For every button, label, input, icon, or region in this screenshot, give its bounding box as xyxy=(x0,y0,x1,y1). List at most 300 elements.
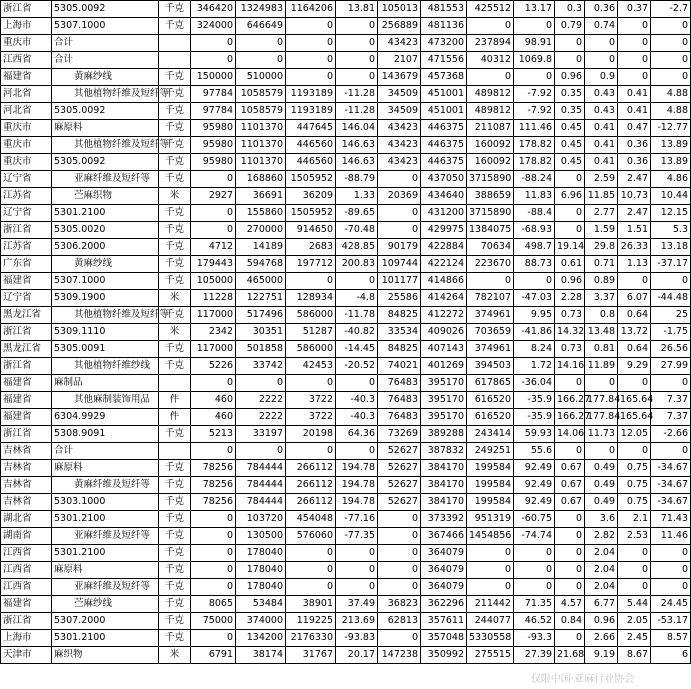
cell-price-cumulative[interactable]: 0 xyxy=(585,35,618,52)
cell-province[interactable]: 重庆市 xyxy=(1,154,52,171)
cell-price-cumulative[interactable]: 2.59 xyxy=(585,171,618,188)
cell-value-change[interactable]: 0 xyxy=(514,18,555,35)
cell-value-month[interactable]: 76483 xyxy=(378,375,421,392)
cell-value-change[interactable]: 92.49 xyxy=(514,494,555,511)
cell-qty-change[interactable]: -14.45 xyxy=(336,341,378,358)
cell-qty-cumulative[interactable]: 784444 xyxy=(236,460,286,477)
cell-price-month[interactable]: 0.73 xyxy=(555,341,585,358)
cell-price-last-year[interactable]: 0.75 xyxy=(618,460,651,477)
cell-unit[interactable]: 千克 xyxy=(159,341,191,358)
cell-value-cumulative[interactable]: 384170 xyxy=(421,477,467,494)
cell-province[interactable]: 浙江省 xyxy=(1,324,52,341)
cell-unit[interactable]: 米 xyxy=(159,188,191,205)
cell-province[interactable]: 上海市 xyxy=(1,630,52,647)
cell-unit[interactable]: 千克 xyxy=(159,494,191,511)
cell-price-month[interactable]: 166.27 xyxy=(555,409,585,426)
cell-value-month[interactable]: 0 xyxy=(378,579,421,596)
cell-value-month[interactable]: 84825 xyxy=(378,307,421,324)
cell-qty-cumulative[interactable]: 178040 xyxy=(236,545,286,562)
cell-code-or-name[interactable]: 黄麻纱线 xyxy=(52,256,159,273)
cell-qty-month[interactable]: 460 xyxy=(191,392,236,409)
cell-unit[interactable]: 千克 xyxy=(159,477,191,494)
cell-price-change[interactable]: 10.44 xyxy=(651,188,691,205)
cell-price-month[interactable]: 0 xyxy=(555,35,585,52)
cell-unit[interactable] xyxy=(159,52,191,69)
cell-value-change[interactable]: 98.91 xyxy=(514,35,555,52)
cell-value-cumulative[interactable]: 395170 xyxy=(421,375,467,392)
cell-province[interactable]: 河北省 xyxy=(1,103,52,120)
cell-value-cumulative[interactable]: 446375 xyxy=(421,154,467,171)
cell-province[interactable]: 重庆市 xyxy=(1,137,52,154)
cell-unit[interactable]: 千克 xyxy=(159,86,191,103)
cell-value-month[interactable]: 0 xyxy=(378,171,421,188)
cell-value-change[interactable]: -60.75 xyxy=(514,511,555,528)
cell-value-last-year[interactable]: 616520 xyxy=(467,392,514,409)
cell-qty-last-year[interactable]: 197712 xyxy=(286,256,336,273)
cell-value-cumulative[interactable]: 384170 xyxy=(421,460,467,477)
cell-price-last-year[interactable]: 2.45 xyxy=(618,630,651,647)
cell-value-cumulative[interactable]: 422124 xyxy=(421,256,467,273)
cell-price-change[interactable]: 6 xyxy=(651,647,691,664)
cell-price-last-year[interactable]: 2.53 xyxy=(618,528,651,545)
cell-price-change[interactable]: -34.67 xyxy=(651,494,691,511)
cell-value-last-year[interactable]: 0 xyxy=(467,273,514,290)
cell-price-cumulative[interactable]: 0.89 xyxy=(585,273,618,290)
cell-value-change[interactable]: 1.72 xyxy=(514,358,555,375)
cell-qty-change[interactable]: -89.65 xyxy=(336,205,378,222)
cell-qty-change[interactable]: 0 xyxy=(336,443,378,460)
cell-price-change[interactable]: 0 xyxy=(651,443,691,460)
cell-qty-month[interactable]: 95980 xyxy=(191,137,236,154)
cell-code-or-name[interactable]: 5309.1900 xyxy=(52,290,159,307)
cell-qty-cumulative[interactable]: 510000 xyxy=(236,69,286,86)
cell-value-change[interactable]: 92.49 xyxy=(514,460,555,477)
cell-province[interactable]: 辽宁省 xyxy=(1,171,52,188)
cell-qty-last-year[interactable]: 0 xyxy=(286,35,336,52)
cell-qty-last-year[interactable]: 128934 xyxy=(286,290,336,307)
cell-price-cumulative[interactable]: 177.84 xyxy=(585,409,618,426)
cell-qty-month[interactable]: 0 xyxy=(191,52,236,69)
cell-price-change[interactable]: 71.43 xyxy=(651,511,691,528)
cell-price-cumulative[interactable]: 177.84 xyxy=(585,392,618,409)
cell-value-change[interactable]: 0 xyxy=(514,69,555,86)
cell-unit[interactable]: 千克 xyxy=(159,137,191,154)
cell-price-cumulative[interactable]: 0.8 xyxy=(585,307,618,324)
cell-value-last-year[interactable]: 489812 xyxy=(467,86,514,103)
cell-qty-last-year[interactable]: 3722 xyxy=(286,409,336,426)
cell-price-change[interactable]: 0 xyxy=(651,375,691,392)
cell-province[interactable]: 江苏省 xyxy=(1,239,52,256)
cell-value-month[interactable]: 52627 xyxy=(378,460,421,477)
cell-price-cumulative[interactable]: 0.49 xyxy=(585,477,618,494)
cell-qty-change[interactable]: 0 xyxy=(336,375,378,392)
cell-qty-last-year[interactable]: 586000 xyxy=(286,307,336,324)
cell-price-month[interactable]: 0.45 xyxy=(555,120,585,137)
cell-qty-last-year[interactable]: 0 xyxy=(286,545,336,562)
cell-qty-month[interactable]: 0 xyxy=(191,443,236,460)
cell-value-last-year[interactable]: 160092 xyxy=(467,154,514,171)
cell-qty-change[interactable]: -88.79 xyxy=(336,171,378,188)
cell-unit[interactable]: 千克 xyxy=(159,69,191,86)
cell-code-or-name[interactable]: 5305.0020 xyxy=(52,222,159,239)
cell-code-or-name[interactable]: 合计 xyxy=(52,35,159,52)
cell-price-last-year[interactable]: 0.41 xyxy=(618,86,651,103)
cell-province[interactable]: 湖南省 xyxy=(1,528,52,545)
cell-value-cumulative[interactable]: 429975 xyxy=(421,222,467,239)
cell-qty-change[interactable]: 0 xyxy=(336,35,378,52)
cell-unit[interactable]: 千克 xyxy=(159,358,191,375)
cell-qty-change[interactable]: -93.83 xyxy=(336,630,378,647)
cell-value-cumulative[interactable]: 412272 xyxy=(421,307,467,324)
cell-price-cumulative[interactable]: 0.41 xyxy=(585,120,618,137)
cell-price-cumulative[interactable]: 0.36 xyxy=(585,1,618,18)
cell-price-cumulative[interactable]: 0.41 xyxy=(585,154,618,171)
cell-qty-last-year[interactable]: 1505952 xyxy=(286,205,336,222)
cell-value-change[interactable]: 0 xyxy=(514,273,555,290)
cell-code-or-name[interactable]: 5301.2100 xyxy=(52,545,159,562)
cell-value-change[interactable]: 13.17 xyxy=(514,1,555,18)
cell-price-cumulative[interactable]: 0.41 xyxy=(585,137,618,154)
cell-value-month[interactable]: 34509 xyxy=(378,103,421,120)
cell-price-change[interactable]: -12.77 xyxy=(651,120,691,137)
cell-qty-change[interactable]: 200.83 xyxy=(336,256,378,273)
cell-value-cumulative[interactable]: 471556 xyxy=(421,52,467,69)
cell-price-last-year[interactable]: 0.64 xyxy=(618,307,651,324)
cell-qty-cumulative[interactable]: 0 xyxy=(236,375,286,392)
cell-qty-cumulative[interactable]: 168860 xyxy=(236,171,286,188)
cell-province[interactable]: 黑龙江省 xyxy=(1,341,52,358)
cell-price-cumulative[interactable]: 3.6 xyxy=(585,511,618,528)
cell-price-month[interactable]: 0 xyxy=(555,511,585,528)
cell-qty-last-year[interactable]: 51287 xyxy=(286,324,336,341)
cell-value-change[interactable]: -68.93 xyxy=(514,222,555,239)
cell-value-last-year[interactable]: 249251 xyxy=(467,443,514,460)
cell-value-cumulative[interactable]: 409026 xyxy=(421,324,467,341)
cell-value-change[interactable]: -88.24 xyxy=(514,171,555,188)
cell-value-month[interactable]: 33534 xyxy=(378,324,421,341)
cell-qty-change[interactable]: -70.48 xyxy=(336,222,378,239)
cell-price-month[interactable]: 0.45 xyxy=(555,137,585,154)
cell-qty-change[interactable]: -77.35 xyxy=(336,528,378,545)
cell-province[interactable]: 上海市 xyxy=(1,18,52,35)
cell-qty-change[interactable]: 0 xyxy=(336,69,378,86)
cell-qty-cumulative[interactable]: 178040 xyxy=(236,562,286,579)
cell-price-last-year[interactable]: 165.64 xyxy=(618,409,651,426)
cell-unit[interactable]: 件 xyxy=(159,392,191,409)
cell-price-last-year[interactable]: 2.47 xyxy=(618,205,651,222)
cell-qty-cumulative[interactable]: 53484 xyxy=(236,596,286,613)
cell-province[interactable]: 江西省 xyxy=(1,562,52,579)
cell-province[interactable]: 浙江省 xyxy=(1,222,52,239)
cell-value-month[interactable]: 76483 xyxy=(378,409,421,426)
cell-value-month[interactable]: 0 xyxy=(378,562,421,579)
cell-code-or-name[interactable]: 亚麻纤维及短纤等 xyxy=(52,528,159,545)
cell-price-month[interactable]: 0 xyxy=(555,205,585,222)
cell-price-cumulative[interactable]: 2.82 xyxy=(585,528,618,545)
cell-price-month[interactable]: 0 xyxy=(555,375,585,392)
cell-value-cumulative[interactable]: 389288 xyxy=(421,426,467,443)
cell-price-cumulative[interactable]: 6.77 xyxy=(585,596,618,613)
cell-value-month[interactable]: 0 xyxy=(378,511,421,528)
cell-unit[interactable] xyxy=(159,443,191,460)
cell-unit[interactable]: 千克 xyxy=(159,307,191,324)
cell-qty-last-year[interactable]: 38901 xyxy=(286,596,336,613)
cell-value-cumulative[interactable]: 434640 xyxy=(421,188,467,205)
cell-province[interactable]: 浙江省 xyxy=(1,1,52,18)
cell-qty-month[interactable]: 150000 xyxy=(191,69,236,86)
cell-price-last-year[interactable]: 0 xyxy=(618,545,651,562)
cell-price-change[interactable]: 0 xyxy=(651,35,691,52)
cell-price-change[interactable]: 13.89 xyxy=(651,154,691,171)
cell-price-cumulative[interactable]: 0.71 xyxy=(585,256,618,273)
cell-province[interactable]: 福建省 xyxy=(1,596,52,613)
cell-price-month[interactable]: 4.57 xyxy=(555,596,585,613)
cell-province[interactable]: 广东省 xyxy=(1,256,52,273)
cell-value-month[interactable]: 43423 xyxy=(378,120,421,137)
cell-price-cumulative[interactable]: 11.89 xyxy=(585,358,618,375)
cell-qty-last-year[interactable]: 446560 xyxy=(286,154,336,171)
cell-price-month[interactable]: 0.84 xyxy=(555,613,585,630)
cell-value-cumulative[interactable]: 364079 xyxy=(421,579,467,596)
cell-qty-cumulative[interactable]: 155860 xyxy=(236,205,286,222)
cell-price-cumulative[interactable]: 2.66 xyxy=(585,630,618,647)
cell-province[interactable]: 湖北省 xyxy=(1,511,52,528)
cell-value-change[interactable]: 92.49 xyxy=(514,477,555,494)
cell-value-cumulative[interactable]: 431200 xyxy=(421,205,467,222)
cell-price-last-year[interactable]: 0.36 xyxy=(618,137,651,154)
cell-unit[interactable]: 千克 xyxy=(159,273,191,290)
cell-value-last-year[interactable]: 70634 xyxy=(467,239,514,256)
cell-code-or-name[interactable]: 苎麻织物 xyxy=(52,188,159,205)
cell-value-month[interactable]: 2107 xyxy=(378,52,421,69)
cell-qty-month[interactable]: 117000 xyxy=(191,341,236,358)
cell-unit[interactable]: 千克 xyxy=(159,545,191,562)
cell-value-month[interactable]: 52627 xyxy=(378,494,421,511)
cell-qty-month[interactable]: 2927 xyxy=(191,188,236,205)
cell-price-month[interactable]: 0.96 xyxy=(555,273,585,290)
cell-unit[interactable]: 千克 xyxy=(159,1,191,18)
cell-qty-month[interactable]: 78256 xyxy=(191,460,236,477)
cell-value-change[interactable]: -88.4 xyxy=(514,205,555,222)
cell-price-change[interactable]: 0 xyxy=(651,579,691,596)
cell-unit[interactable]: 千克 xyxy=(159,18,191,35)
cell-qty-month[interactable]: 0 xyxy=(191,528,236,545)
cell-unit[interactable]: 千克 xyxy=(159,256,191,273)
cell-qty-change[interactable]: 146.63 xyxy=(336,137,378,154)
cell-price-last-year[interactable]: 0.47 xyxy=(618,120,651,137)
cell-price-last-year[interactable]: 2.47 xyxy=(618,171,651,188)
cell-code-or-name[interactable]: 5307.1000 xyxy=(52,273,159,290)
cell-value-cumulative[interactable]: 481553 xyxy=(421,1,467,18)
cell-price-last-year[interactable]: 0.64 xyxy=(618,341,651,358)
cell-province[interactable]: 辽宁省 xyxy=(1,205,52,222)
cell-value-month[interactable]: 43423 xyxy=(378,137,421,154)
cell-value-change[interactable]: 0 xyxy=(514,579,555,596)
cell-price-change[interactable]: 7.37 xyxy=(651,392,691,409)
cell-province[interactable]: 河北省 xyxy=(1,86,52,103)
cell-value-last-year[interactable]: 199584 xyxy=(467,460,514,477)
cell-price-change[interactable]: 24.45 xyxy=(651,596,691,613)
cell-unit[interactable]: 米 xyxy=(159,324,191,341)
cell-qty-last-year[interactable]: 0 xyxy=(286,18,336,35)
cell-price-last-year[interactable]: 1.13 xyxy=(618,256,651,273)
cell-price-month[interactable]: 2.28 xyxy=(555,290,585,307)
cell-value-last-year[interactable]: 425512 xyxy=(467,1,514,18)
cell-unit[interactable] xyxy=(159,375,191,392)
cell-value-change[interactable]: 59.93 xyxy=(514,426,555,443)
cell-price-cumulative[interactable]: 0.96 xyxy=(585,613,618,630)
cell-price-change[interactable]: 13.89 xyxy=(651,137,691,154)
cell-value-change[interactable]: 11.83 xyxy=(514,188,555,205)
cell-qty-change[interactable]: -20.52 xyxy=(336,358,378,375)
cell-qty-last-year[interactable]: 31767 xyxy=(286,647,336,664)
cell-value-month[interactable]: 43423 xyxy=(378,35,421,52)
cell-qty-last-year[interactable]: 3722 xyxy=(286,392,336,409)
cell-value-month[interactable]: 36823 xyxy=(378,596,421,613)
cell-qty-cumulative[interactable]: 2222 xyxy=(236,409,286,426)
cell-price-month[interactable]: 6.96 xyxy=(555,188,585,205)
cell-code-or-name[interactable]: 亚麻纤维及短纤等 xyxy=(52,171,159,188)
cell-unit[interactable]: 千克 xyxy=(159,239,191,256)
cell-value-last-year[interactable]: 237894 xyxy=(467,35,514,52)
cell-unit[interactable]: 千克 xyxy=(159,511,191,528)
cell-qty-last-year[interactable]: 454048 xyxy=(286,511,336,528)
cell-price-last-year[interactable]: 0 xyxy=(618,443,651,460)
cell-province[interactable]: 江苏省 xyxy=(1,188,52,205)
cell-code-or-name[interactable]: 5307.2000 xyxy=(52,613,159,630)
cell-qty-cumulative[interactable]: 784444 xyxy=(236,477,286,494)
cell-province[interactable]: 福建省 xyxy=(1,69,52,86)
cell-qty-cumulative[interactable]: 130500 xyxy=(236,528,286,545)
cell-qty-change[interactable]: 146.04 xyxy=(336,120,378,137)
cell-qty-last-year[interactable]: 0 xyxy=(286,579,336,596)
cell-value-change[interactable]: -35.9 xyxy=(514,392,555,409)
cell-price-change[interactable]: -53.17 xyxy=(651,613,691,630)
cell-price-cumulative[interactable]: 29.8 xyxy=(585,239,618,256)
cell-unit[interactable]: 千克 xyxy=(159,154,191,171)
cell-value-cumulative[interactable]: 414264 xyxy=(421,290,467,307)
cell-qty-change[interactable]: 146.63 xyxy=(336,154,378,171)
cell-price-cumulative[interactable]: 9.19 xyxy=(585,647,618,664)
cell-code-or-name[interactable]: 黄麻纱线 xyxy=(52,69,159,86)
cell-price-last-year[interactable]: 26.33 xyxy=(618,239,651,256)
cell-price-last-year[interactable]: 0 xyxy=(618,69,651,86)
cell-value-month[interactable]: 76483 xyxy=(378,392,421,409)
cell-value-cumulative[interactable]: 364079 xyxy=(421,562,467,579)
cell-price-cumulative[interactable]: 0.9 xyxy=(585,69,618,86)
cell-value-last-year[interactable]: 5330558 xyxy=(467,630,514,647)
cell-qty-cumulative[interactable]: 465000 xyxy=(236,273,286,290)
cell-value-cumulative[interactable]: 395170 xyxy=(421,409,467,426)
cell-price-month[interactable]: 0 xyxy=(555,545,585,562)
cell-value-month[interactable]: 101177 xyxy=(378,273,421,290)
cell-unit[interactable]: 千克 xyxy=(159,613,191,630)
cell-value-cumulative[interactable]: 357611 xyxy=(421,613,467,630)
cell-unit[interactable]: 千克 xyxy=(159,596,191,613)
cell-unit[interactable]: 千克 xyxy=(159,426,191,443)
cell-code-or-name[interactable]: 其他植物纤维及短纤等 xyxy=(52,307,159,324)
cell-qty-last-year[interactable]: 119225 xyxy=(286,613,336,630)
cell-qty-cumulative[interactable]: 178040 xyxy=(236,579,286,596)
cell-value-last-year[interactable]: 199584 xyxy=(467,477,514,494)
cell-province[interactable]: 重庆市 xyxy=(1,35,52,52)
cell-code-or-name[interactable]: 麻制品 xyxy=(52,375,159,392)
cell-qty-month[interactable]: 0 xyxy=(191,562,236,579)
cell-qty-last-year[interactable]: 447645 xyxy=(286,120,336,137)
cell-price-month[interactable]: 0.96 xyxy=(555,69,585,86)
cell-price-change[interactable]: -44.48 xyxy=(651,290,691,307)
cell-price-cumulative[interactable]: 0.49 xyxy=(585,460,618,477)
cell-value-month[interactable]: 256889 xyxy=(378,18,421,35)
cell-price-last-year[interactable]: 6.07 xyxy=(618,290,651,307)
cell-qty-cumulative[interactable]: 30351 xyxy=(236,324,286,341)
cell-value-change[interactable]: 0 xyxy=(514,545,555,562)
cell-value-cumulative[interactable]: 437050 xyxy=(421,171,467,188)
cell-value-last-year[interactable]: 703659 xyxy=(467,324,514,341)
cell-price-last-year[interactable]: 0 xyxy=(618,562,651,579)
cell-qty-last-year[interactable]: 914650 xyxy=(286,222,336,239)
cell-qty-change[interactable]: 0 xyxy=(336,579,378,596)
cell-qty-month[interactable]: 0 xyxy=(191,375,236,392)
cell-price-change[interactable]: 0 xyxy=(651,562,691,579)
cell-qty-change[interactable]: -77.16 xyxy=(336,511,378,528)
cell-price-cumulative[interactable]: 2.04 xyxy=(585,579,618,596)
cell-qty-cumulative[interactable]: 1324983 xyxy=(236,1,286,18)
cell-qty-last-year[interactable]: 0 xyxy=(286,69,336,86)
cell-qty-cumulative[interactable]: 0 xyxy=(236,443,286,460)
cell-code-or-name[interactable]: 其他植物纤维纱线 xyxy=(52,358,159,375)
cell-code-or-name[interactable]: 5301.2100 xyxy=(52,511,159,528)
cell-value-month[interactable]: 105013 xyxy=(378,1,421,18)
cell-value-last-year[interactable]: 3715890 xyxy=(467,205,514,222)
cell-price-month[interactable]: 0 xyxy=(555,579,585,596)
cell-value-month[interactable]: 25586 xyxy=(378,290,421,307)
cell-qty-cumulative[interactable]: 103720 xyxy=(236,511,286,528)
cell-value-month[interactable]: 0 xyxy=(378,528,421,545)
cell-price-change[interactable]: 11.46 xyxy=(651,528,691,545)
cell-price-change[interactable]: 5.3 xyxy=(651,222,691,239)
cell-price-last-year[interactable]: 10.73 xyxy=(618,188,651,205)
cell-value-change[interactable]: 27.39 xyxy=(514,647,555,664)
cell-code-or-name[interactable]: 麻织物 xyxy=(52,647,159,664)
cell-qty-last-year[interactable]: 576060 xyxy=(286,528,336,545)
cell-province[interactable]: 天津市 xyxy=(1,647,52,664)
cell-value-last-year[interactable]: 275515 xyxy=(467,647,514,664)
cell-value-change[interactable]: -93.3 xyxy=(514,630,555,647)
cell-qty-month[interactable]: 346420 xyxy=(191,1,236,18)
cell-value-last-year[interactable]: 211087 xyxy=(467,120,514,137)
cell-value-cumulative[interactable]: 364079 xyxy=(421,545,467,562)
cell-qty-cumulative[interactable]: 1101370 xyxy=(236,120,286,137)
cell-qty-cumulative[interactable]: 517496 xyxy=(236,307,286,324)
cell-price-change[interactable]: -37.17 xyxy=(651,256,691,273)
cell-qty-cumulative[interactable]: 374000 xyxy=(236,613,286,630)
cell-price-last-year[interactable]: 0 xyxy=(618,273,651,290)
cell-value-month[interactable]: 74021 xyxy=(378,358,421,375)
cell-qty-month[interactable]: 179443 xyxy=(191,256,236,273)
cell-price-month[interactable]: 0 xyxy=(555,171,585,188)
cell-qty-change[interactable]: 194.78 xyxy=(336,477,378,494)
cell-price-cumulative[interactable]: 0.74 xyxy=(585,18,618,35)
cell-value-month[interactable]: 62813 xyxy=(378,613,421,630)
cell-value-last-year[interactable]: 0 xyxy=(467,579,514,596)
cell-qty-cumulative[interactable]: 1101370 xyxy=(236,154,286,171)
cell-price-change[interactable]: 13.18 xyxy=(651,239,691,256)
cell-price-change[interactable]: 4.88 xyxy=(651,86,691,103)
cell-qty-month[interactable]: 4712 xyxy=(191,239,236,256)
cell-qty-last-year[interactable]: 266112 xyxy=(286,460,336,477)
cell-province[interactable]: 江西省 xyxy=(1,579,52,596)
